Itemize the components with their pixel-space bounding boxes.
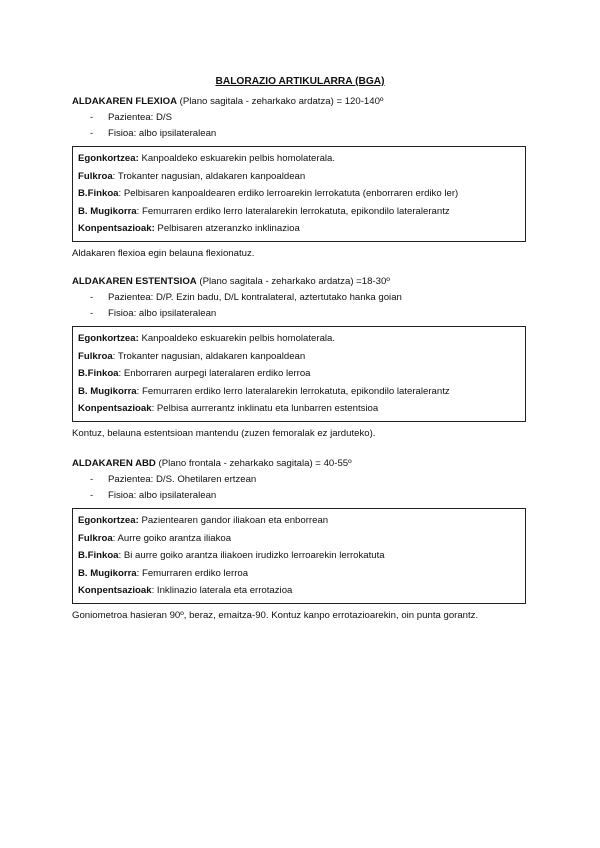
bullet-text: Fisioa: albo ipsilateralean xyxy=(108,128,217,139)
section-note: Kontuz, belauna estentsioan mantendu (zuzen femoralak ez jarduteko). xyxy=(72,427,376,439)
row-label: Egonkortzea: xyxy=(78,153,139,164)
row-text: : Pelbisaren kanpoaldearen erdiko lerroarekin lerrokatuta (enborraren erdiko ler) xyxy=(118,188,459,200)
section-heading xyxy=(72,274,532,290)
section-note: Goniometroa hasieran 90º, beraz, emaitza-90. Kontuz kanpo errotazioarekin, oin punta gorantz. xyxy=(72,609,479,621)
row-text: Pazientearen gandor iliakoan eta enborrean xyxy=(138,515,329,526)
box-row xyxy=(78,330,521,348)
box-row xyxy=(78,203,521,221)
box-row xyxy=(78,365,521,383)
box-row xyxy=(78,185,521,203)
dash-marker: - xyxy=(90,474,94,485)
box-row xyxy=(78,150,521,168)
box-row xyxy=(78,400,521,418)
section-flexioa xyxy=(72,94,532,262)
measurement-box xyxy=(72,146,526,242)
section-heading-bold: ALDAKAREN ESTENTSIOA xyxy=(72,276,197,287)
row-label: Konpentsazioak xyxy=(78,585,152,597)
row-label: Egonkortzea: xyxy=(78,515,139,526)
dash-marker: - xyxy=(90,490,94,501)
bullet-text: Pazientea: D/S. Ohetilaren ertzean xyxy=(108,474,257,485)
row-label: Fulkroa xyxy=(78,532,113,544)
section-estentsioa xyxy=(72,274,532,442)
section-heading xyxy=(72,456,532,472)
box-row xyxy=(78,582,521,600)
bullet-item xyxy=(72,110,532,126)
row-text: : Inklinazio laterala eta errotazioa xyxy=(151,585,293,597)
box-row xyxy=(78,348,521,366)
box-row xyxy=(78,547,521,565)
row-label: B. Mugikorra xyxy=(78,205,137,217)
row-text: : Aurre goiko arantza iliakoa xyxy=(112,532,232,544)
row-label: B. Mugikorra xyxy=(78,567,137,579)
dash-marker: - xyxy=(90,112,94,123)
row-text: Pelbisaren atzeranzko inklinazioa xyxy=(154,223,300,235)
bullet-text: Pazientea: D/S xyxy=(108,112,172,123)
dash-marker: - xyxy=(90,308,94,319)
bullet-item xyxy=(72,126,532,142)
bullet-item xyxy=(72,306,532,322)
row-text: : Enborraren aurpegi lateralaren erdiko lerroa xyxy=(118,368,311,380)
section-abd xyxy=(72,456,532,624)
row-text: : Femurraren erdiko lerro lateralarekin lerrokatuta, epikondilo lateralerantz xyxy=(136,385,450,397)
bullet-text: Pazientea: D/P. Ezin badu, D/L kontralateral, aztertutako hanka goian xyxy=(108,292,402,303)
row-label: Konpentsazioak: xyxy=(78,223,155,235)
row-label: Egonkortzea: xyxy=(78,333,139,344)
dash-marker: - xyxy=(90,292,94,303)
bullet-item xyxy=(72,290,532,306)
box-row xyxy=(78,565,521,583)
row-text: : Pelbisa aurrerantz inklinatu eta lunbarren estentsioa xyxy=(151,403,379,415)
row-label: Konpentsazioak xyxy=(78,403,152,415)
bullet-text: Fisioa: albo ipsilateralean xyxy=(108,308,217,319)
section-heading xyxy=(72,94,532,110)
row-text: : Femurraren erdiko lerro lateralarekin lerrokatuta, epikondilo lateralerantz xyxy=(136,205,450,217)
box-row xyxy=(78,383,521,401)
row-text: Kanpoaldeko eskuarekin pelbis homolaterala. xyxy=(138,333,336,344)
bullet-text: Fisioa: albo ipsilateralean xyxy=(108,490,217,501)
section-heading-detail: (Plano sagitala - zeharkako ardatza) =18-30º xyxy=(196,276,390,287)
section-note: Aldakaren flexioa egin belauna flexionatuz. xyxy=(72,247,255,259)
section-heading-detail: (Plano frontala - zeharkako sagitala) = 40-55º xyxy=(155,458,352,469)
row-label: B.Finkoa xyxy=(78,368,119,380)
box-row xyxy=(78,530,521,548)
row-label: Fulkroa xyxy=(78,350,113,362)
row-text: Kanpoaldeko eskuarekin pelbis homolaterala. xyxy=(138,153,336,164)
measurement-box xyxy=(72,508,526,604)
row-label: Fulkroa xyxy=(78,170,113,182)
row-label: B.Finkoa xyxy=(78,188,119,200)
row-text: : Trokanter nagusian, aldakaren kanpoaldean xyxy=(112,350,306,362)
measurement-box xyxy=(72,326,526,422)
document-title: BALORAZIO ARTIKULARRA (BGA) xyxy=(215,76,385,87)
box-row xyxy=(78,168,521,186)
row-label: B.Finkoa xyxy=(78,550,119,562)
section-heading-bold: ALDAKAREN FLEXIOA xyxy=(72,96,177,107)
bullet-item xyxy=(72,472,532,488)
box-row xyxy=(78,512,521,530)
row-label: B. Mugikorra xyxy=(78,385,137,397)
row-text: : Femurraren erdiko lerroa xyxy=(136,567,249,579)
section-heading-bold: ALDAKAREN ABD xyxy=(72,458,156,469)
dash-marker: - xyxy=(90,128,94,139)
box-row xyxy=(78,220,521,238)
row-text: : Bi aurre goiko arantza iliakoen irudizko lerroarekin lerrokatuta xyxy=(118,550,385,562)
bullet-item xyxy=(72,488,532,504)
row-text: : Trokanter nagusian, aldakaren kanpoaldean xyxy=(112,170,306,182)
section-heading-detail: (Plano sagitala - zeharkako ardatza) = 120-140º xyxy=(177,96,384,107)
